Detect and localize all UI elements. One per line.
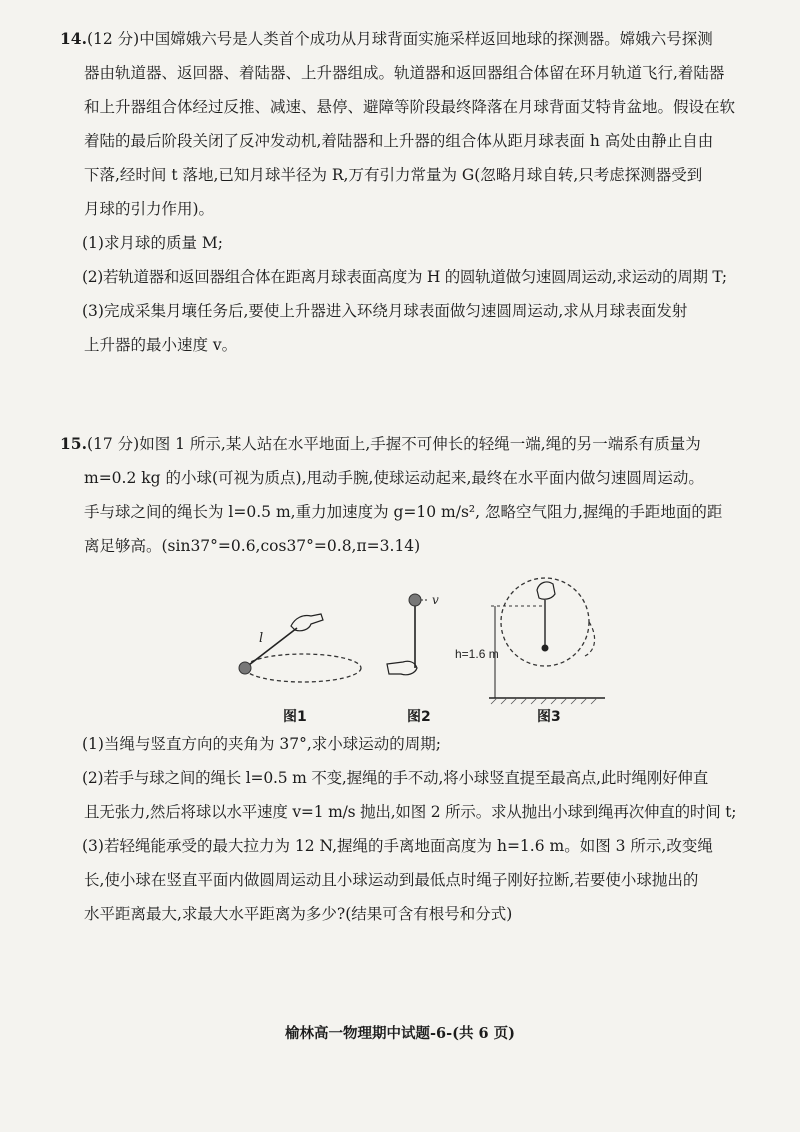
fig1-caption: 图1 (283, 709, 307, 725)
fig3-trajectory (585, 622, 595, 656)
q15-stem-line-1: 15.(17 分)如图 1 所示,某人站在水平地面上,手握不可伸长的轻绳一端,绳的另一端系有质量为 (60, 434, 701, 453)
fig3-ball (542, 645, 549, 652)
q14-number: 14. (60, 29, 87, 48)
q15-number: 15. (60, 434, 87, 453)
q14-sub-1: (1)求月球的质量 M; (82, 234, 223, 252)
question-14 (60, 22, 765, 362)
q14-stem-line-3: 和上升器组合体经过反推、减速、悬停、避障等阶段最终降落在月球背面艾特肯盆地。假设在软 (84, 98, 736, 116)
fig3-caption: 图3 (537, 709, 561, 725)
fig3-hand-icon (537, 582, 555, 599)
q14-score: (12 分) (86, 30, 140, 48)
question-15 (60, 427, 765, 563)
q15-sub-3-line-3: 水平距离最大,求最大水平距离为多少?(结果可含有根号和分式) (84, 905, 513, 923)
q14-stem-line-4: 着陆的最后阶段关闭了反冲发动机,着陆器和上升器的组合体从距月球表面 h 高处由静止自由 (84, 132, 714, 150)
figure-1 (239, 614, 361, 682)
q14-stem-line-2: 器由轨道器、返回器、着陆器、上升器组成。轨道器和返回器组合体留在环月轨道飞行,着陆器 (84, 64, 725, 82)
q15-sub-2-line-1: (2)若手与球之间的绳长 l=0.5 m 不变,握绳的手不动,将小球竖直提至最高点,此时绳刚好伸直 (82, 769, 709, 787)
figures-area (225, 570, 625, 730)
q14-stem-line-6: 月球的引力作用)。 (84, 200, 215, 218)
q14-stem-line-1: 14.(12 分)中国嫦娥六号是人类首个成功从月球背面实施采样返回地球的探测器。嫦娥六号探测 (60, 29, 713, 48)
fig1-orbit-ellipse (245, 654, 361, 682)
fig2-velocity-label: v (432, 593, 439, 607)
figure-3 (455, 578, 605, 704)
page-footer: 榆林高一物理期中试题-6-(共 6 页) (284, 1025, 516, 1042)
q15-sub-3-line-1: (3)若轻绳能承受的最大拉力为 12 N,握绳的手离地面高度为 h=1.6 m。如图 3 所示,改变绳 (82, 837, 713, 855)
fig2-ball (409, 594, 421, 606)
q15-sub-2-line-2: 且无张力,然后将球以水平速度 v=1 m/s 抛出,如图 2 所示。求从抛出小球到绳再次伸直的时间 t; (84, 803, 737, 821)
q15-stem-line-2: m=0.2 kg 的小球(可视为质点),甩动手腕,使球运动起来,最终在水平面内做匀速圆周运动。 (84, 469, 704, 487)
fig3-height-label: h=1.6 m (455, 647, 499, 661)
q15-sub-1: (1)当绳与竖直方向的夹角为 37°,求小球运动的周期; (82, 735, 442, 753)
q14-stem-line-5: 下落,经时间 t 落地,已知月球半径为 R,万有引力常量为 G(忽略月球自转,只考虑探测器受到 (84, 166, 703, 184)
q15-stem-line-4: 离足够高。(sin37°=0.6,cos37°=0.8,π=3.14) (84, 537, 421, 555)
fig3-ground-hatch (491, 698, 597, 704)
q15-subquestions (60, 727, 770, 931)
figure-2 (387, 593, 439, 675)
q14-sub-2: (2)若轨道器和返回器组合体在距离月球表面高度为 H 的圆轨道做匀速圆周运动,求运动的周期 T; (82, 268, 727, 286)
q14-sub-3-line-2: 上升器的最小速度 v。 (84, 336, 238, 354)
q15-stem-line-3: 手与球之间的绳长为 l=0.5 m,重力加速度为 g=10 m/s², 忽略空气阻力,握绳的手距地面的距 (84, 503, 723, 521)
q15-sub-3-line-2: 长,使小球在竖直平面内做圆周运动且小球运动到最低点时绳子刚好拉断,若要使小球抛出的 (84, 871, 699, 889)
q15-score: (17 分) (86, 435, 140, 453)
fig1-rope (245, 628, 297, 668)
fig2-caption: 图2 (407, 709, 431, 725)
q14-sub-3-line-1: (3)完成采集月壤任务后,要使上升器进入环绕月球表面做匀速圆周运动,求从月球表面发射 (82, 302, 688, 320)
fig1-ball (239, 662, 251, 674)
fig1-rope-label: l (259, 631, 264, 646)
fig2-hand-icon (387, 661, 417, 675)
